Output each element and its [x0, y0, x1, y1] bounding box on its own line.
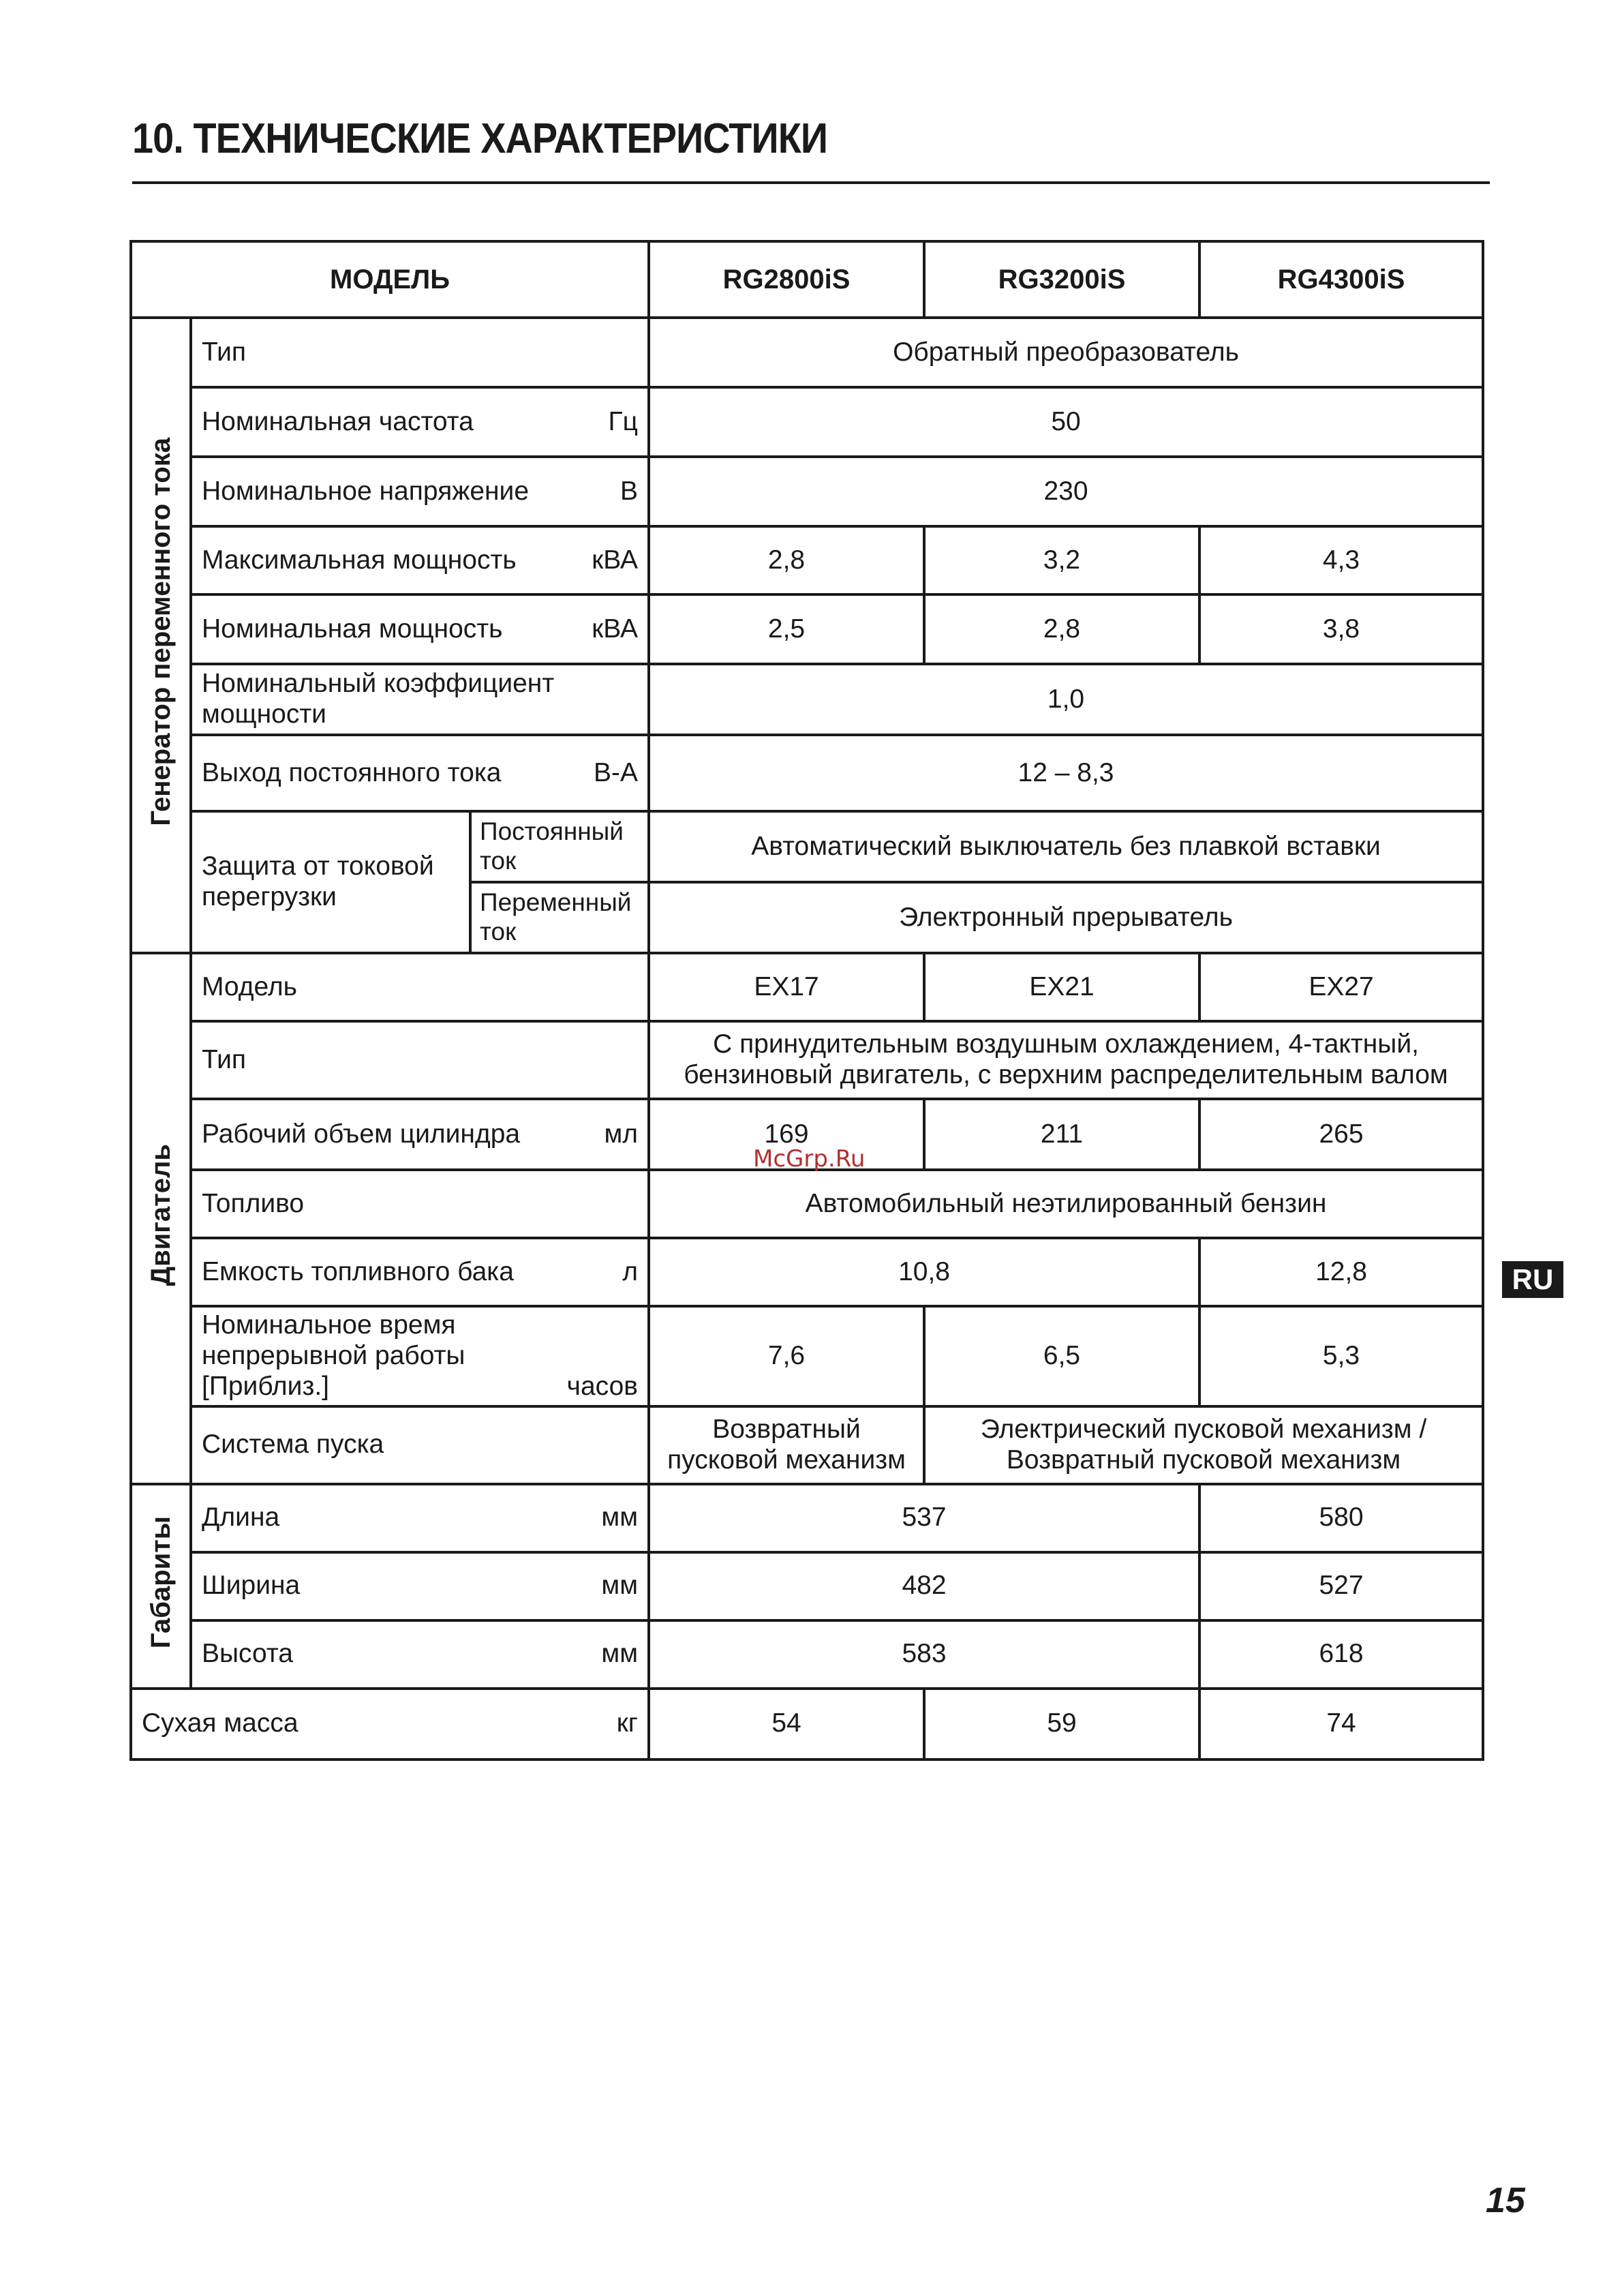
length-label-cell — [191, 1484, 649, 1552]
engine-model-label: Модель — [191, 953, 649, 1021]
tank-value-3: 12,8 — [1199, 1238, 1483, 1306]
table-row — [131, 1484, 1483, 1552]
width-value-shared: 482 — [649, 1552, 1199, 1620]
runtime-2: 6,5 — [924, 1306, 1199, 1406]
freq-label: Номинальная частота — [202, 406, 474, 436]
dry-mass-2: 59 — [924, 1689, 1199, 1759]
table-row — [131, 735, 1483, 811]
rated-power-label-cell — [191, 594, 649, 664]
height-label-cell — [191, 1620, 649, 1689]
length-unit: мм — [601, 1502, 639, 1532]
length-label: Длина — [202, 1502, 280, 1532]
table-row — [131, 1306, 1483, 1406]
start-label: Система пуска — [191, 1406, 649, 1484]
max-power-1: 2,8 — [649, 526, 924, 594]
section-engine — [131, 953, 191, 1484]
page-number: 15 — [1486, 2181, 1525, 2220]
freq-label-cell — [191, 387, 649, 457]
section-ac-title: Генератор переменного тока — [146, 437, 176, 826]
displacement-1: 169 — [649, 1099, 924, 1170]
engine-type-value: С принудительным воздушным охлаждением, 4-тактный, бензиновый двигатель, с верхним распределительным валом — [649, 1021, 1483, 1099]
width-label: Ширина — [202, 1571, 301, 1601]
length-value-3: 580 — [1199, 1484, 1483, 1552]
freq-unit: Гц — [608, 406, 639, 436]
voltage-value: 230 — [649, 457, 1483, 526]
watermark: McGrp.Ru — [753, 1145, 866, 1173]
protection-dc-label: Постоянный ток — [470, 811, 649, 882]
tank-value-shared: 10,8 — [649, 1238, 1199, 1306]
displacement-label-cell — [191, 1099, 649, 1170]
protection-ac-value: Электронный прерыватель — [649, 882, 1483, 953]
height-unit: мм — [601, 1639, 639, 1669]
ac-type-label: Тип — [191, 318, 649, 387]
displacement-2: 211 — [924, 1099, 1199, 1170]
table-row — [131, 1552, 1483, 1620]
height-value-3: 618 — [1199, 1620, 1483, 1689]
height-label: Высота — [202, 1639, 293, 1669]
pf-value: 1,0 — [649, 664, 1483, 735]
dc-label: Выход постоянного тока — [202, 757, 502, 787]
dry-mass-3: 74 — [1199, 1689, 1483, 1759]
table-row — [131, 526, 1483, 594]
table-row — [131, 811, 1483, 882]
table-row — [131, 387, 1483, 457]
voltage-label: Номинальное напряжение — [202, 476, 530, 506]
table-row — [131, 1021, 1483, 1099]
freq-value: 50 — [649, 387, 1483, 457]
tank-label-cell — [191, 1238, 649, 1306]
rated-power-3: 3,8 — [1199, 594, 1483, 664]
engine-model-3: EX27 — [1199, 953, 1483, 1021]
width-label-cell — [191, 1552, 649, 1620]
page-title: 10. ТЕХНИЧЕСКИЕ ХАРАКТЕРИСТИКИ — [132, 115, 828, 162]
rated-power-label: Номинальная мощность — [202, 614, 503, 644]
runtime-3: 5,3 — [1199, 1306, 1483, 1406]
ac-type-value: Обратный преобразователь — [649, 318, 1483, 387]
voltage-label-cell — [191, 457, 649, 526]
tank-label: Емкость топливного бака — [202, 1256, 514, 1286]
dc-unit: В-А — [594, 757, 639, 787]
protection-label: Защита от токовой перегрузки — [191, 811, 470, 953]
engine-model-1: EX17 — [649, 953, 924, 1021]
runtime-label-cell — [191, 1306, 649, 1406]
model-header-2: RG3200iS — [924, 241, 1199, 318]
voltage-unit: В — [620, 476, 639, 506]
dry-mass-label: Сухая масса — [142, 1708, 299, 1738]
table-row — [131, 1238, 1483, 1306]
table-row — [131, 1170, 1483, 1238]
dry-mass-label-cell — [131, 1689, 649, 1759]
language-badge: RU — [1502, 1261, 1563, 1298]
fuel-value: Автомобильный неэтилированный бензин — [649, 1170, 1483, 1238]
title-rule — [132, 181, 1490, 184]
dc-value: 12 – 8,3 — [649, 735, 1483, 811]
tank-unit: л — [622, 1256, 639, 1286]
max-power-label: Максимальная мощность — [202, 545, 517, 575]
protection-ac-label: Переменный ток — [470, 882, 649, 953]
max-power-2: 3,2 — [924, 526, 1199, 594]
width-unit: мм — [601, 1571, 639, 1601]
table-row — [131, 318, 1483, 387]
displacement-3: 265 — [1199, 1099, 1483, 1170]
spec-table — [129, 240, 1484, 1761]
width-value-3: 527 — [1199, 1552, 1483, 1620]
model-header-1: RG2800iS — [649, 241, 924, 318]
max-power-3: 4,3 — [1199, 526, 1483, 594]
max-power-label-cell — [191, 526, 649, 594]
model-header: МОДЕЛЬ — [131, 241, 649, 318]
length-value-shared: 537 — [649, 1484, 1199, 1552]
dry-mass-unit: кг — [616, 1708, 639, 1738]
protection-dc-value: Автоматический выключатель без плавкой вставки — [649, 811, 1483, 882]
section-dimensions-title: Габариты — [146, 1516, 176, 1649]
runtime-1: 7,6 — [649, 1306, 924, 1406]
engine-type-label: Тип — [191, 1021, 649, 1099]
height-value-shared: 583 — [649, 1620, 1199, 1689]
start-value-rest: Электрический пусковой механизм / Возвратный пусковой механизм — [924, 1406, 1483, 1484]
model-header-3: RG4300iS — [1199, 241, 1483, 318]
rated-power-unit: кВА — [592, 614, 639, 644]
table-header-row — [131, 241, 1483, 318]
table-row — [131, 664, 1483, 735]
start-value-1: Возвратный пусковой механизм — [649, 1406, 924, 1484]
engine-model-2: EX21 — [924, 953, 1199, 1021]
table-row — [131, 1406, 1483, 1484]
rated-power-2: 2,8 — [924, 594, 1199, 664]
table-row — [131, 1620, 1483, 1689]
fuel-label: Топливо — [191, 1170, 649, 1238]
section-ac-generator — [131, 318, 191, 953]
section-engine-title: Двигатель — [146, 1143, 176, 1286]
rated-power-1: 2,5 — [649, 594, 924, 664]
runtime-label: Номинальное время непрерывной работы [Приблиз.] — [202, 1310, 465, 1401]
displacement-unit: мл — [604, 1119, 639, 1149]
displacement-label: Рабочий объем цилиндра — [202, 1119, 521, 1149]
pf-label: Номинальный коэффициент мощности — [191, 664, 649, 735]
table-row — [131, 457, 1483, 526]
table-row — [131, 594, 1483, 664]
table-row — [131, 953, 1483, 1021]
dc-label-cell — [191, 735, 649, 811]
runtime-unit: часов — [566, 1371, 639, 1401]
table-row — [131, 1689, 1483, 1759]
dry-mass-1: 54 — [649, 1689, 924, 1759]
section-dimensions — [131, 1484, 191, 1689]
max-power-unit: кВА — [592, 545, 639, 575]
